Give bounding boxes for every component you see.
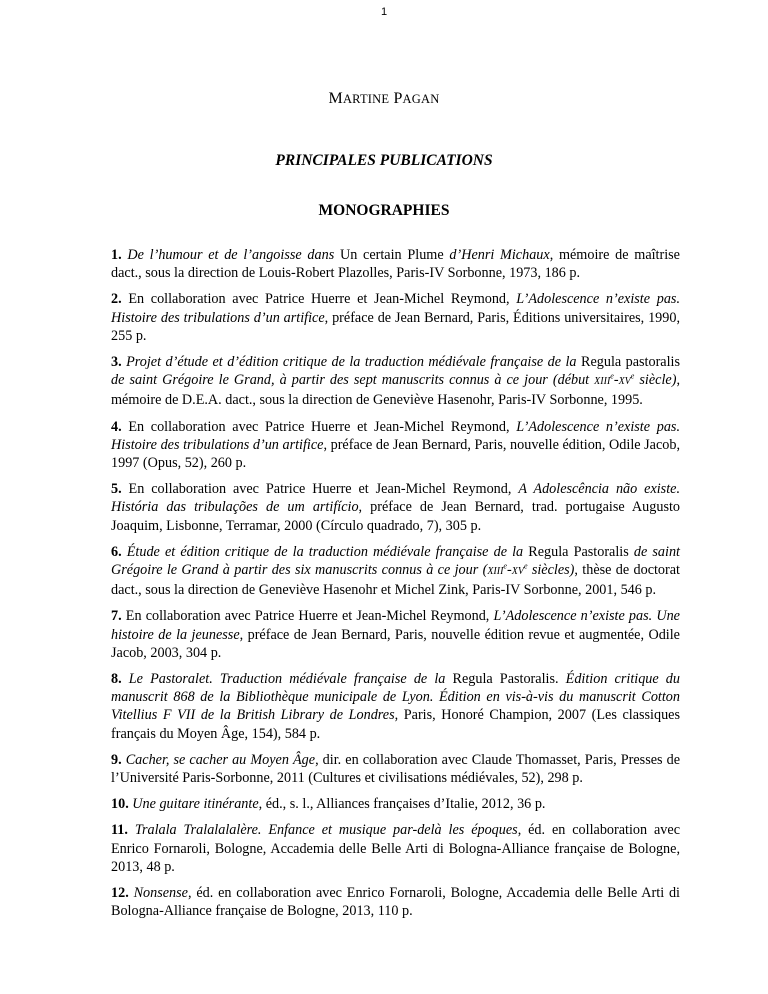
entry-text: , mémoire de D.E.A. dact., sous la direction de Geneviève Hasenohr, Paris-IV Sorbonne, 1995.: [111, 372, 680, 409]
entry-title: Étude et édition critique de la traduction médiévale française de la: [126, 543, 524, 560]
entry-number: 12.: [111, 885, 129, 902]
entry-title: A Adolescência não existe. História das tribulações de um artifício: [111, 481, 680, 516]
entry-number: 7.: [111, 608, 122, 625]
entry-number: 9.: [111, 751, 122, 768]
author-first-rest: ARTINE: [342, 92, 390, 106]
entry-text: Regula Pastoralis: [445, 671, 555, 688]
entry-title: De l’humour et de l’angoisse dans: [127, 247, 335, 263]
author-name: [0, 90, 768, 108]
entry-number: 1.: [111, 247, 122, 263]
publication-entry-11: [111, 821, 680, 876]
entry-title: de saint Grégoire le Grand à partir des six manuscrits connus à ce jour (XIIIe-XVe siècles): [111, 543, 680, 579]
entry-text: , préface de Jean Bernard, Paris, nouvelle édition revue et augmentée, Odile Jacob, 2003, 304 p.: [111, 626, 680, 661]
entry-title: L’Adolescence n’existe pas. Une histoire de la jeunesse: [111, 608, 680, 643]
entry-text: , thèse de doctorat dact., sous la direction de Geneviève Hasenohr et Michel Zink, Paris-IV Sorbonne, 2001, 546 p.: [111, 562, 680, 599]
entry-text: , préface de Jean Bernard, trad. portugaise Augusto Joaquim, Lisbonne, Terramar, 2000 (Círculo quadrado, 7), 305 p.: [111, 499, 681, 534]
entry-title: de saint Grégoire le Grand, à partir des sept manuscrits connus à ce jour (début XIIIe-XVe siècle): [111, 371, 677, 389]
entry-title: Projet d’étude et d’édition critique de la traduction médiévale française de la: [126, 354, 577, 371]
entry-text: Regula Pastoralis: [523, 543, 634, 560]
entry-number: 8.: [111, 671, 122, 688]
entry-text: , préface de Jean Bernard, Paris, Éditions universitaires, 1990, 255 p.: [111, 309, 681, 344]
publication-entry-5: [111, 480, 680, 535]
author-first-initial: M: [328, 90, 343, 107]
publication-entry-3: [111, 353, 680, 410]
entry-text: , éd. en collaboration avec Enrico Fornaroli, Bologne, Accademia delle Belle Arti di Bologna-Alliance française de Bologne, 2013, 48 p.: [111, 822, 680, 875]
entry-title: L’Adolescence n’existe pas. Histoire des tribulations d’un artifice: [111, 418, 680, 453]
entry-title: Édition critique du manuscrit 868 de la Bibliothèque municipale de Lyon. Édition en vis-à-vis du manuscrit Cotton Vitellius F VII de la British Library de Londres: [111, 671, 680, 724]
publication-entry-4: [111, 418, 680, 473]
entry-text: , Paris, Honoré Champion, 2007 (Les classiques français du Moyen Âge, 154), 584 p.: [111, 707, 680, 742]
publications-title: PRINCIPALES PUBLICATIONS: [275, 152, 493, 169]
entry-text: [122, 671, 129, 687]
entry-title: Une guitare itinérante: [132, 796, 259, 813]
entry-text: [128, 822, 135, 838]
entry-number: 2.: [111, 291, 122, 308]
publication-entry-10: [111, 795, 680, 813]
publication-entry-2: [111, 290, 680, 345]
author-last-initial: P: [393, 90, 403, 107]
publication-list: [111, 246, 680, 929]
page-number: 1: [380, 6, 388, 18]
publication-entry-12: [111, 884, 680, 920]
publication-entry-6: [111, 543, 680, 600]
entry-text: En collaboration avec Patrice Huerre et Jean-Michel Reymond,: [121, 291, 517, 308]
entry-title: Le Pastoralet. Traduction médiévale française de la: [128, 671, 446, 688]
entry-title: d’Henri Michaux: [449, 247, 550, 263]
entry-number: 5.: [111, 481, 122, 498]
publication-entry-1: [111, 246, 680, 282]
publication-entry-7: [111, 607, 680, 662]
entry-number: 10.: [111, 796, 129, 813]
publication-entry-9: [111, 751, 680, 787]
entry-text: , éd. en collaboration avec Enrico Fornaroli, Bologne, Accademia delle Belle Arti di Bologna-Alliance française de Bologne, 2013, 110 p.: [111, 885, 680, 920]
entry-number: 4.: [111, 418, 122, 435]
author-last-rest: AGAN: [402, 92, 440, 106]
entry-title: Cacher, se cacher au Moyen Âge: [125, 751, 316, 768]
entry-text: En collaboration avec Patrice Huerre et Jean-Michel Reymond,: [121, 418, 517, 435]
entry-title: Tralala Tralalalalère. Enfance et musique par-delà les époques: [134, 822, 518, 839]
entry-title: Nonsense: [133, 885, 188, 902]
entry-number: 6.: [111, 543, 122, 560]
entry-text: Regula pastoralis: [576, 354, 681, 371]
entry-text: , éd., s. l., Alliances françaises d’Italie, 2012, 36 p.: [258, 796, 546, 813]
entry-text: En collaboration avec Patrice Huerre et Jean-Michel Reymond,: [121, 608, 494, 625]
entry-number: 11.: [111, 822, 128, 839]
publication-entry-8: [111, 670, 680, 743]
entry-text: , dir. en collaboration avec Claude Thomasset, Paris, Presses de l’Université Paris-Sorbonne, 2011 (Cultures et civilisations médiévales, 52), 298 p.: [111, 751, 680, 787]
entry-text: , préface de Jean Bernard, Paris, nouvelle édition, Odile Jacob, 1997 (Opus, 52), 260 p.: [111, 436, 681, 472]
entry-title: L’Adolescence n’existe pas. Histoire des tribulations d’un artifice: [111, 291, 680, 326]
entry-text: .: [554, 671, 566, 688]
section-title: MONOGRAPHIES: [318, 202, 450, 219]
entry-text: Un certain Plume: [334, 247, 450, 263]
entry-text: En collaboration avec Patrice Huerre et Jean-Michel Reymond,: [121, 481, 519, 498]
entry-text: , mémoire de maîtrise dact., sous la direction de Louis-Robert Plazolles, Paris-IV Sorbonne, 1973, 186 p.: [111, 247, 680, 282]
entry-number: 3.: [111, 354, 122, 371]
